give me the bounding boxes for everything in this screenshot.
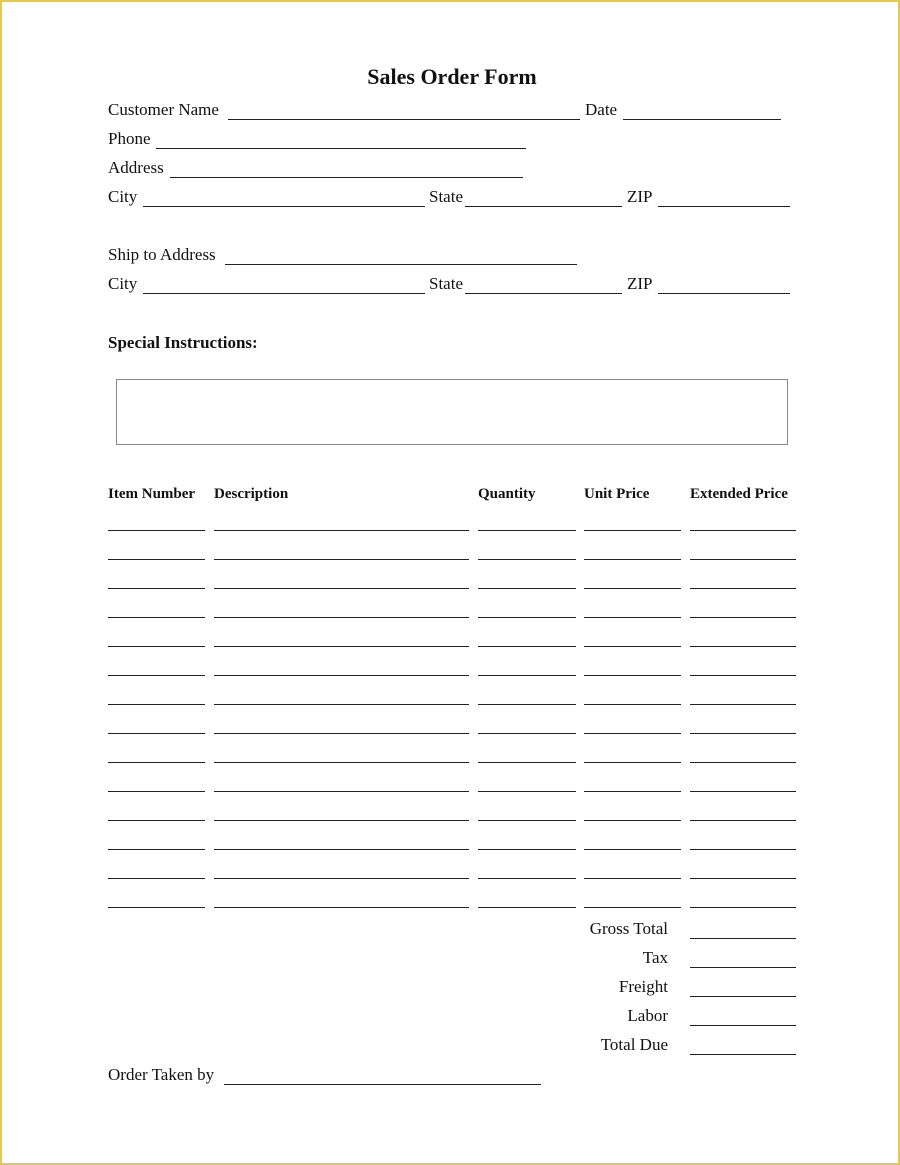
state-label: State xyxy=(429,187,463,206)
quantity-cell[interactable] xyxy=(478,675,576,676)
quantity-cell[interactable] xyxy=(478,646,576,647)
description-cell[interactable] xyxy=(214,646,469,647)
item-number-cell[interactable] xyxy=(108,849,205,850)
special-instructions-label: Special Instructions: xyxy=(108,333,258,352)
quantity-cell[interactable] xyxy=(478,907,576,908)
unit-price-cell[interactable] xyxy=(584,559,681,560)
quantity-cell[interactable] xyxy=(478,762,576,763)
state-field[interactable] xyxy=(465,206,622,207)
header-description: Description xyxy=(214,486,289,502)
customer-name-field[interactable] xyxy=(228,119,580,120)
quantity-cell[interactable] xyxy=(478,704,576,705)
extended-price-cell[interactable] xyxy=(690,704,796,705)
item-number-cell[interactable] xyxy=(108,762,205,763)
item-number-cell[interactable] xyxy=(108,530,205,531)
total-due-label: Total Due xyxy=(600,1035,668,1054)
quantity-cell[interactable] xyxy=(478,588,576,589)
address-field[interactable] xyxy=(170,177,523,178)
labor-label: Labor xyxy=(627,1006,668,1025)
item-number-cell[interactable] xyxy=(108,878,205,879)
description-cell[interactable] xyxy=(214,849,469,850)
extended-price-cell[interactable] xyxy=(690,878,796,879)
phone-label: Phone xyxy=(108,129,151,148)
description-cell[interactable] xyxy=(214,820,469,821)
ship-state-label: State xyxy=(429,274,463,293)
item-number-cell[interactable] xyxy=(108,907,205,908)
item-number-cell[interactable] xyxy=(108,588,205,589)
form-title: Sales Order Form xyxy=(367,64,537,89)
date-label: Date xyxy=(585,100,618,119)
extended-price-cell[interactable] xyxy=(690,907,796,908)
extended-price-cell[interactable] xyxy=(690,588,796,589)
city-label: City xyxy=(108,187,138,206)
quantity-cell[interactable] xyxy=(478,791,576,792)
description-cell[interactable] xyxy=(214,559,469,560)
description-cell[interactable] xyxy=(214,762,469,763)
item-number-cell[interactable] xyxy=(108,791,205,792)
item-number-cell[interactable] xyxy=(108,704,205,705)
quantity-cell[interactable] xyxy=(478,733,576,734)
customer-name-label: Customer Name xyxy=(108,100,219,119)
city-field[interactable] xyxy=(143,206,425,207)
address-label: Address xyxy=(108,158,164,177)
extended-price-cell[interactable] xyxy=(690,559,796,560)
extended-price-cell[interactable] xyxy=(690,617,796,618)
item-number-cell[interactable] xyxy=(108,617,205,618)
ship-zip-field[interactable] xyxy=(658,293,790,294)
item-number-cell[interactable] xyxy=(108,559,205,560)
quantity-cell[interactable] xyxy=(478,617,576,618)
description-cell[interactable] xyxy=(214,791,469,792)
header-quantity: Quantity xyxy=(478,486,536,502)
description-cell[interactable] xyxy=(214,530,469,531)
unit-price-cell[interactable] xyxy=(584,675,681,676)
description-cell[interactable] xyxy=(214,675,469,676)
description-cell[interactable] xyxy=(214,617,469,618)
description-cell[interactable] xyxy=(214,878,469,879)
unit-price-cell[interactable] xyxy=(584,907,681,908)
extended-price-cell[interactable] xyxy=(690,675,796,676)
ship-city-label: City xyxy=(108,274,138,293)
tax-label: Tax xyxy=(642,948,668,967)
extended-price-cell[interactable] xyxy=(690,646,796,647)
quantity-cell[interactable] xyxy=(478,820,576,821)
ship-state-field[interactable] xyxy=(465,293,622,294)
order-taken-by-label: Order Taken by xyxy=(108,1065,215,1084)
total-due-field[interactable] xyxy=(690,1054,796,1055)
extended-price-cell[interactable] xyxy=(690,820,796,821)
ship-address-field[interactable] xyxy=(225,264,577,265)
extended-price-cell[interactable] xyxy=(690,530,796,531)
quantity-cell[interactable] xyxy=(478,530,576,531)
extended-price-cell[interactable] xyxy=(690,791,796,792)
gross-total-field[interactable] xyxy=(690,938,796,939)
order-taken-by-field[interactable] xyxy=(224,1084,541,1085)
unit-price-cell[interactable] xyxy=(584,733,681,734)
header-item-number: Item Number xyxy=(108,486,196,502)
date-field[interactable] xyxy=(623,119,781,120)
description-cell[interactable] xyxy=(214,733,469,734)
unit-price-cell[interactable] xyxy=(584,530,681,531)
extended-price-cell[interactable] xyxy=(690,849,796,850)
phone-field[interactable] xyxy=(156,148,526,149)
unit-price-cell[interactable] xyxy=(584,588,681,589)
quantity-cell[interactable] xyxy=(478,559,576,560)
item-number-cell[interactable] xyxy=(108,646,205,647)
extended-price-cell[interactable] xyxy=(690,762,796,763)
item-number-cell[interactable] xyxy=(108,733,205,734)
unit-price-cell[interactable] xyxy=(584,762,681,763)
unit-price-cell[interactable] xyxy=(584,878,681,879)
ship-address-label: Ship to Address xyxy=(108,245,216,264)
labor-field[interactable] xyxy=(690,1025,796,1026)
quantity-cell[interactable] xyxy=(478,878,576,879)
gross-total-label: Gross Total xyxy=(589,919,668,938)
unit-price-cell[interactable] xyxy=(584,849,681,850)
quantity-cell[interactable] xyxy=(478,849,576,850)
ship-city-field[interactable] xyxy=(143,293,425,294)
unit-price-cell[interactable] xyxy=(584,820,681,821)
item-number-cell[interactable] xyxy=(108,675,205,676)
zip-label: ZIP xyxy=(627,187,653,206)
header-extended-price: Extended Price xyxy=(690,486,788,502)
tax-field[interactable] xyxy=(690,967,796,968)
freight-label: Freight xyxy=(618,977,668,996)
zip-field[interactable] xyxy=(658,206,790,207)
item-number-cell[interactable] xyxy=(108,820,205,821)
description-cell[interactable] xyxy=(214,588,469,589)
unit-price-cell[interactable] xyxy=(584,791,681,792)
unit-price-cell[interactable] xyxy=(584,617,681,618)
unit-price-cell[interactable] xyxy=(584,646,681,647)
description-cell[interactable] xyxy=(214,907,469,908)
special-instructions-box[interactable] xyxy=(116,379,788,445)
unit-price-cell[interactable] xyxy=(584,704,681,705)
description-cell[interactable] xyxy=(214,704,469,705)
ship-zip-label: ZIP xyxy=(627,274,653,293)
freight-field[interactable] xyxy=(690,996,796,997)
header-unit-price: Unit Price xyxy=(584,486,650,502)
extended-price-cell[interactable] xyxy=(690,733,796,734)
